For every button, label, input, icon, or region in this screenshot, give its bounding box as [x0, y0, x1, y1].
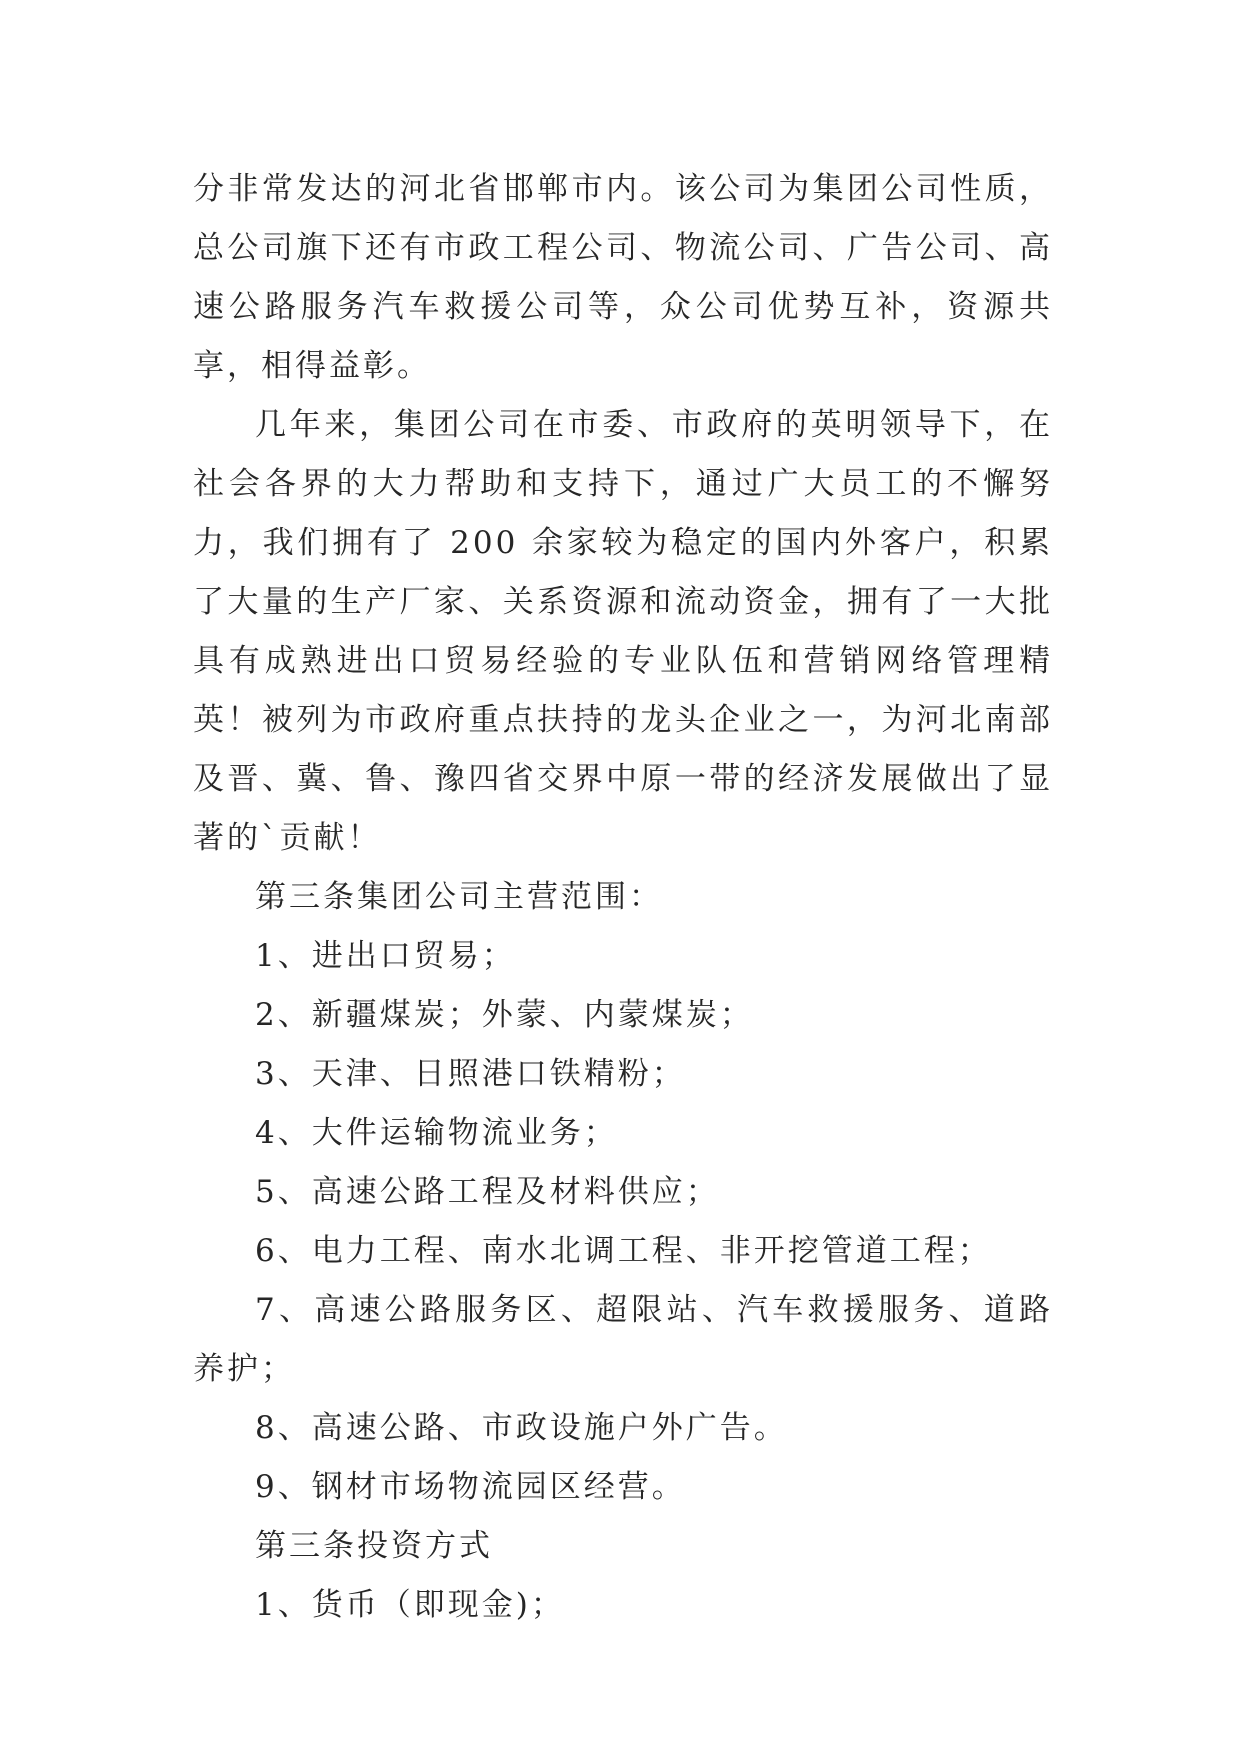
- list-item-business-7: 7、高速公路服务区、超限站、汽车救援服务、道路养护；: [193, 1292, 1053, 1387]
- paragraph-company-overview: 分非常发达的河北省邯郸市内。该公司为集团公司性质，总公司旗下还有市政工程公司、物流公司、广告公司、高速公路服务汽车救援公司等，众公司优势互补，资源共享，相得益彰。: [193, 171, 1053, 384]
- paragraph-company-history: 几年来，集团公司在市委、市政府的英明领导下，在社会各界的大力帮助和支持下，通过广大员工的不懈努力，我们拥有了 200 余家较为稳定的国内外客户，积累了大量的生产厂家、关系资源和流动资金，拥有了一大批具有成熟进出口贸易经验的专业队伍和营销网络管理精英！被列为市政府重点扶持的龙头企业之一，为河北南部及晋、冀、鲁、豫四省交界中原一带的经济发展做出了显著的`贡献！: [193, 407, 1053, 856]
- list-item-business-4: 4、大件运输物流业务；: [255, 1115, 618, 1151]
- list-item-business-3: 3、天津、日照港口铁精粉；: [255, 1056, 686, 1092]
- document-body: [193, 160, 1053, 1635]
- list-item-business-6: 6、电力工程、南水北调工程、非开挖管道工程；: [255, 1233, 992, 1269]
- list-item-business-5: 5、高速公路工程及材料供应；: [255, 1174, 720, 1210]
- section-heading-business-scope: 第三条集团公司主营范围：: [255, 879, 663, 915]
- list-item-business-1: 1、进出口贸易；: [255, 938, 516, 974]
- section-heading-investment-method: 第三条投资方式: [255, 1528, 493, 1564]
- list-item-investment-1: 1、货币（即现金)；: [255, 1587, 565, 1623]
- list-item-business-9: 9、钢材市场物流园区经营。: [255, 1469, 686, 1505]
- list-item-business-2: 2、新疆煤炭；外蒙、内蒙煤炭；: [255, 997, 754, 1033]
- list-item-business-8: 8、高速公路、市政设施户外广告。: [255, 1410, 788, 1446]
